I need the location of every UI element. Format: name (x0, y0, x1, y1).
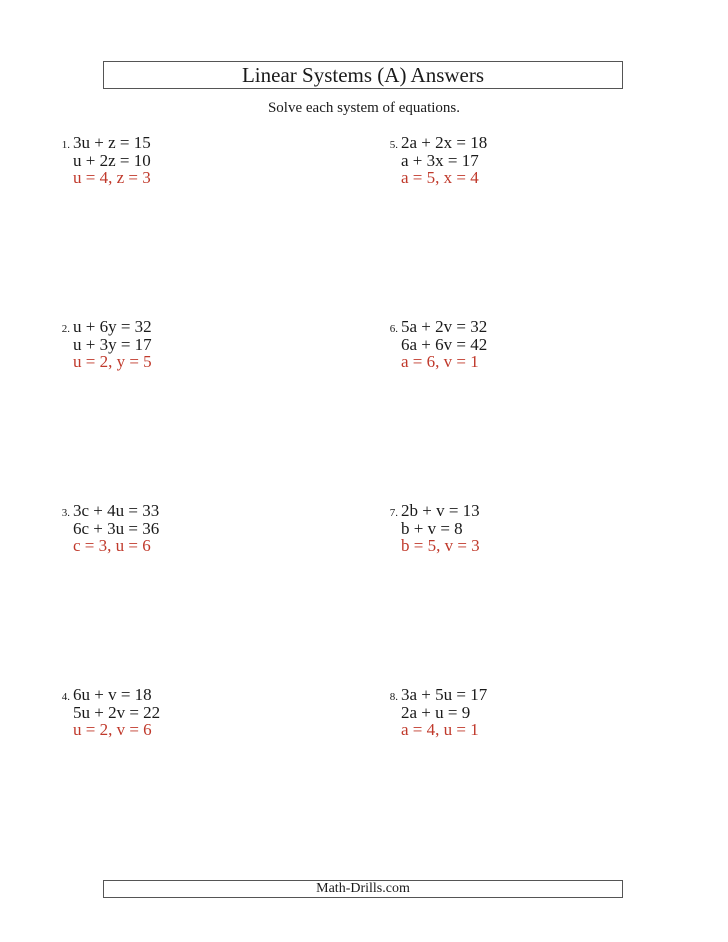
equation-1: u + 6y = 32 (73, 317, 152, 336)
problem-number: 6. (389, 323, 398, 335)
answer: u = 2, y = 5 (73, 352, 152, 371)
equation-1: 3a + 5u = 17 (401, 685, 488, 704)
instructions: Solve each system of equations. (267, 100, 461, 116)
problem-number: 4. (61, 691, 70, 703)
answer: a = 4, u = 1 (401, 720, 479, 739)
answer: u = 2, v = 6 (73, 720, 152, 739)
equation-2: u + 3y = 17 (73, 334, 152, 354)
answer: u = 4, z = 3 (73, 168, 151, 187)
footer-site: Math-Drills.com (316, 881, 410, 896)
equation-2: 2a + u = 9 (401, 702, 471, 722)
worksheet-title (103, 61, 623, 89)
title-text: Linear Systems (A) Answers (241, 63, 485, 87)
answer: c = 3, u = 6 (73, 536, 151, 555)
problem-number: 7. (389, 507, 398, 519)
equation-2: 6c + 3u = 36 (73, 518, 160, 538)
problem-number: 5. (389, 139, 398, 151)
problem-number: 8. (389, 691, 398, 703)
equation-2: 6a + 6v = 42 (401, 334, 488, 354)
problem-number: 1. (61, 139, 70, 151)
answer: b = 5, v = 3 (401, 536, 480, 555)
equation-2: b + v = 8 (401, 518, 463, 538)
equation-2: a + 3x = 17 (401, 150, 479, 170)
problem-number: 2. (61, 323, 70, 335)
equation-1: 5a + 2v = 32 (401, 317, 488, 336)
equation-1: 2a + 2x = 18 (401, 133, 488, 152)
equation-1: 3c + 4u = 33 (73, 501, 160, 520)
equation-2: u + 2z = 10 (73, 150, 151, 170)
answer: a = 6, v = 1 (401, 352, 479, 371)
equation-1: 6u + v = 18 (73, 685, 152, 704)
equation-1: 3u + z = 15 (73, 133, 151, 152)
equation-2: 5u + 2v = 22 (73, 702, 161, 722)
equation-1: 2b + v = 13 (401, 501, 480, 520)
footer (103, 880, 623, 898)
problem-number: 3. (61, 507, 70, 519)
answer: a = 5, x = 4 (401, 168, 479, 187)
